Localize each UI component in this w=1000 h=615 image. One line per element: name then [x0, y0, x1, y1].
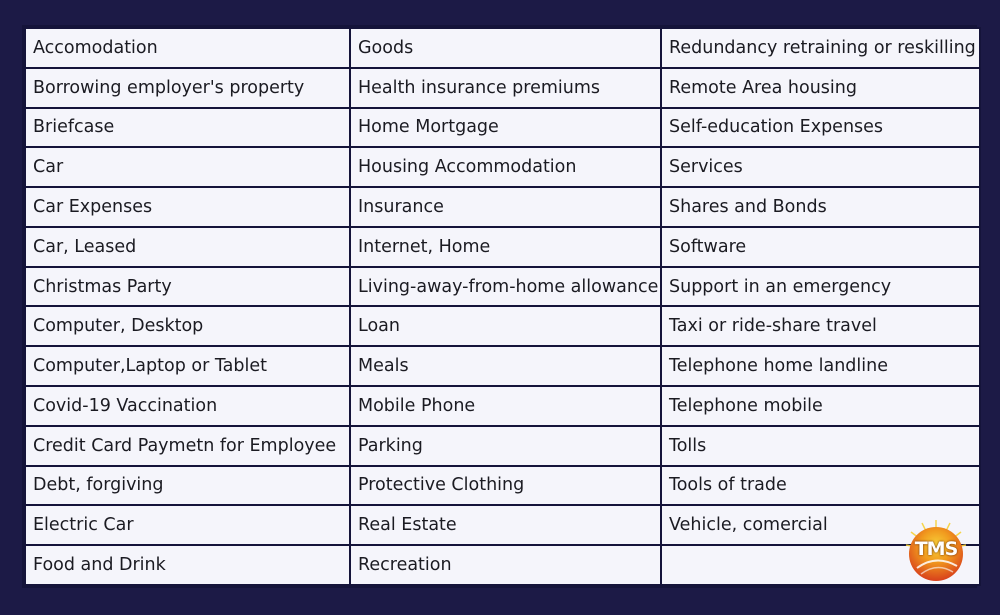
table-cell: Debt, forgiving — [25, 466, 350, 506]
table-cell: Remote Area housing — [661, 68, 980, 108]
table-cell: Parking — [350, 426, 661, 466]
table-cell: Mobile Phone — [350, 386, 661, 426]
table-cell: Support in an emergency — [661, 267, 980, 307]
tms-logo-text: TMS — [914, 538, 958, 560]
table-row — [25, 426, 980, 466]
table-cell: Redundancy retraining or reskilling — [661, 28, 980, 68]
table-cell: Health insurance premiums — [350, 68, 661, 108]
table-row — [25, 545, 980, 585]
table-cell: Taxi or ride-share travel — [661, 306, 980, 346]
table-row — [25, 267, 980, 307]
table-cell: Vehicle, comercial — [661, 505, 980, 545]
table-row — [25, 346, 980, 386]
table-cell: Electric Car — [25, 505, 350, 545]
table-cell: Accomodation — [25, 28, 350, 68]
table-cell: Software — [661, 227, 980, 267]
table-row — [25, 28, 980, 68]
table-cell: Housing Accommodation — [350, 147, 661, 187]
table-row — [25, 68, 980, 108]
table-cell: Services — [661, 147, 980, 187]
table-row — [25, 187, 980, 227]
table-cell: Telephone home landline — [661, 346, 980, 386]
table-cell: Home Mortgage — [350, 108, 661, 148]
table-cell: Meals — [350, 346, 661, 386]
table-cell: Goods — [350, 28, 661, 68]
table-cell: Christmas Party — [25, 267, 350, 307]
table-cell: Car, Leased — [25, 227, 350, 267]
benefits-table-body — [25, 28, 980, 585]
table-cell: Borrowing employer's property — [25, 68, 350, 108]
table-cell: Self-education Expenses — [661, 108, 980, 148]
table-cell: Car — [25, 147, 350, 187]
table-cell: Shares and Bonds — [661, 187, 980, 227]
table-cell: Car Expenses — [25, 187, 350, 227]
table-cell: Food and Drink — [25, 545, 350, 585]
table-row — [25, 147, 980, 187]
table-cell: Loan — [350, 306, 661, 346]
table-row — [25, 505, 980, 545]
table-cell: Briefcase — [25, 108, 350, 148]
table-row — [25, 227, 980, 267]
table-cell: Computer, Desktop — [25, 306, 350, 346]
table-cell: Real Estate — [350, 505, 661, 545]
table-row — [25, 306, 980, 346]
table-cell: Computer,Laptop or Tablet — [25, 346, 350, 386]
table-row — [25, 466, 980, 506]
table-cell: Tolls — [661, 426, 980, 466]
table-cell: Insurance — [350, 187, 661, 227]
table-row — [25, 108, 980, 148]
benefits-table — [24, 27, 981, 586]
table-cell: Internet, Home — [350, 227, 661, 267]
table-cell: Living-away-from-home allowance — [350, 267, 661, 307]
table-cell: Telephone mobile — [661, 386, 980, 426]
table-cell: Covid-19 Vaccination — [25, 386, 350, 426]
table-cell: Tools of trade — [661, 466, 980, 506]
table-row — [25, 386, 980, 426]
table-cell: Credit Card Paymetn for Employee — [25, 426, 350, 466]
table-cell: Protective Clothing — [350, 466, 661, 506]
benefits-table-container — [22, 25, 977, 588]
tms-logo — [903, 518, 969, 584]
table-cell: Recreation — [350, 545, 661, 585]
